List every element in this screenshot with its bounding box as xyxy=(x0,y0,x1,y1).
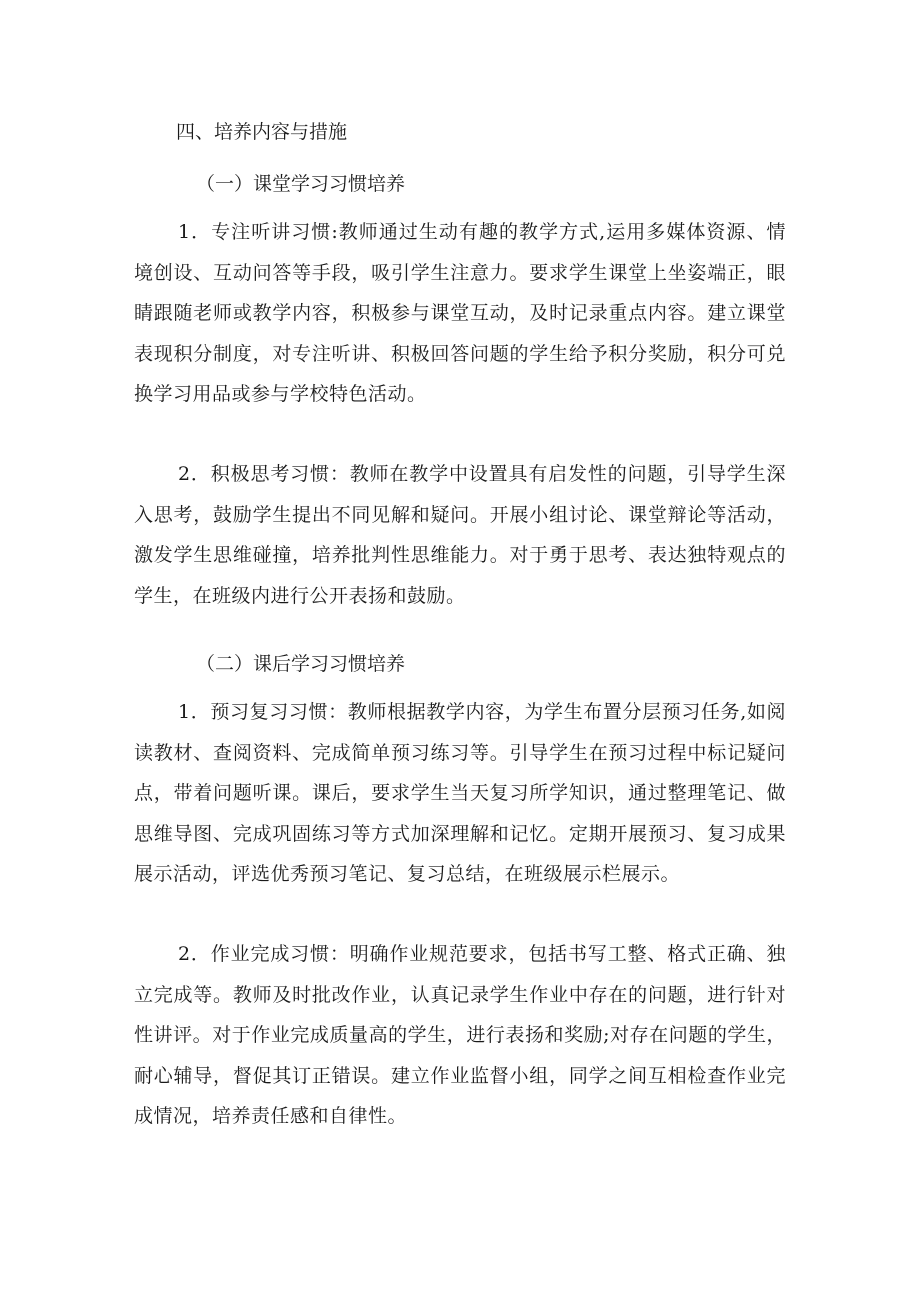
subsection-title-classroom: （一）课堂学习习惯培养 xyxy=(196,173,406,195)
paragraph-preview-review: 1．预习复习习惯：教师根据教学内容，为学生布置分层预习任务,如阅读教材、查阅资料、完成简单预习练习等。引导学生在预习过程中标记疑问点，带着问题听课。课后，要求学生当天复习所学知识，通过整理笔记、做思维导图、完成巩固练习等方式加深理解和记忆。定期开展预习、复习成果展示活动，评选优秀预习笔记、复习总结，在班级展示栏展示。 xyxy=(134,701,786,885)
section-title: 四、培养内容与措施 xyxy=(176,121,348,143)
paragraph-focused-listening: 1．专注听讲习惯:教师通过生动有趣的教学方式,运用多媒体资源、情境创设、互动问答等手段，吸引学生注意力。要求学生课堂上坐姿端正，眼睛跟随老师或教学内容，积极参与课堂互动，及时记录重点内容。建立课堂表现积分制度，对专注听讲、积极回答问题的学生给予积分奖励，积分可兑换学习用品或参与学校特色活动。 xyxy=(134,221,786,405)
subsection-title-after-class: （二）课后学习习惯培养 xyxy=(196,653,406,675)
paragraph-active-thinking: 2．积极思考习惯：教师在教学中设置具有启发性的问题，引导学生深入思考，鼓励学生提出不同见解和疑问。开展小组讨论、课堂辩论等活动，激发学生思维碰撞，培养批判性思维能力。对于勇于思考、表达独特观点的学生，在班级内进行公开表扬和鼓励。 xyxy=(134,463,786,607)
paragraph-homework-completion: 2．作业完成习惯：明确作业规范要求，包括书写工整、格式正确、独立完成等。教师及时批改作业，认真记录学生作业中存在的问题，进行针对性讲评。对于作业完成质量高的学生，进行表扬和奖励;对存在问题的学生，耐心辅导，督促其订正错误。建立作业监督小组，同学之间互相检查作业完成情况，培养责任感和自律性。 xyxy=(134,943,786,1127)
